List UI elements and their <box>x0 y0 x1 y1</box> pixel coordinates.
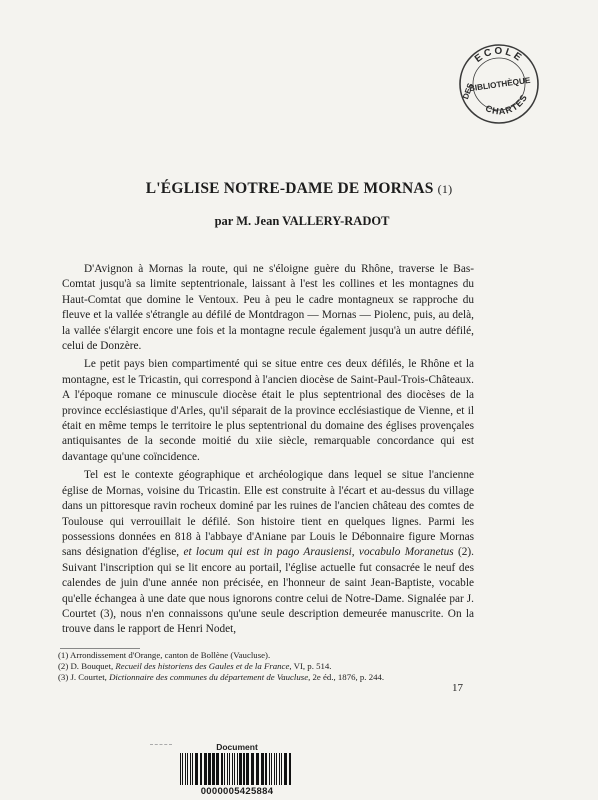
document-barcode <box>176 742 298 800</box>
barcode-bar <box>200 753 202 785</box>
text-run: , 2e éd., 1876, p. 244. <box>308 672 385 683</box>
footnotes <box>58 650 478 684</box>
footnote <box>58 661 478 672</box>
italic-text: et locum qui est in pago Arausiensi, vocabulo Moranetus <box>183 546 454 559</box>
text-run: D'Avignon à Mornas la route, qui ne s'éloigne guère du Rhône, traverse le Bas-Comtat jusqu'à sa limite septentrionale, laissant à l'est les collines et les montagnes du Haut-Comtat que domine le Ventoux. Peu à peu le cadre montagneux se rapproche du fleuve et la vallée s'étrangle au défilé de Montdragon — Mornas — Piolenc, puis, au delà, la vallée s'élargit encore une fois et la montagne recule également jusqu'à un autre défilé, celui de Donzère. <box>62 263 474 353</box>
barcode-bar <box>289 753 291 785</box>
text-run: , VI, p. 514. <box>289 661 332 672</box>
stamp-middle-text: BIBLIOTHÈQUE <box>468 75 531 94</box>
barcode-label: Document <box>216 742 258 752</box>
barcode-bar <box>204 753 207 785</box>
barcode-icon <box>180 753 294 785</box>
barcode-bar <box>227 753 228 785</box>
library-stamp <box>457 42 541 126</box>
text-run: Tel est le contexte géographique et archéologique dans lequel se situe l'ancienne église de Mornas, voisine du Tricastin. Elle est construite à l'écart et au-dessus du village dans un pittoresque ravin rocheux dominé par les ruines de l'ancien château des comtes de Toulouse qui verrouillait le défilé. Son histoire tient en quelques lignes. Parmi les possessions données en 818 à l'abbaye d'Aniane par Louis le Débonnaire figure Mornas sans désignation d'église, <box>62 469 474 559</box>
barcode-bar <box>271 753 272 785</box>
barcode-bar <box>221 753 223 785</box>
barcode-bar <box>237 753 238 785</box>
barcode-bar <box>276 753 277 785</box>
footnote <box>58 650 478 661</box>
article-body <box>62 262 474 641</box>
paragraph <box>62 262 474 354</box>
barcode-bar <box>190 753 191 785</box>
text-run: Le petit pays bien compartimenté qui se situe entre ces deux défilés, le Rhône et la montagne, est le Tricastin, qui correspond à l'ancien diocèse de Saint-Paul-Trois-Châteaux. A l'époque romane ce minuscule diocèse était le plus septentrional des diocèses de la province ecclésiastique d'Arles, qu'il séparait de la province ecclésiastique de Vienne, et il était en même temps le territoire le plus septentrional du domaine des églises provençales antiquisantes de la seconde moitié du xiie siècle, remarquable concordance qui est davantage qu'une coïncidence. <box>62 358 474 463</box>
barcode-bar <box>246 753 249 785</box>
barcode-bar <box>274 753 275 785</box>
barcode-number: 0000005425884 <box>200 786 274 797</box>
paragraph <box>62 357 474 465</box>
barcode-bar <box>269 753 270 785</box>
stamp-bottom-text: CHARTES <box>483 92 530 117</box>
barcode-bar <box>279 753 280 785</box>
barcode-bar <box>182 753 183 785</box>
article-author: par M. Jean VALLERY-RADOT <box>214 214 390 228</box>
text-run: (1) Arrondissement d'Orange, canton de Bollène (Vaucluse). <box>58 650 271 660</box>
stamp-left-text: DES <box>461 81 476 101</box>
barcode-bar <box>216 753 219 785</box>
divider-dashed <box>150 744 172 745</box>
barcode-bar <box>284 753 287 785</box>
title-main: L'ÉGLISE NOTRE-DAME DE MORNAS <box>145 180 434 197</box>
footnote <box>58 672 478 683</box>
barcode-bar <box>180 753 181 785</box>
barcode-bar <box>251 753 254 785</box>
text-run: (2). Suivant l'inscription qui se lit encore au portail, l'église actuelle fut consacrée le neuf des calendes de juin d'une année non précisée, en l'honneur de saint Jean-Baptiste, vocable qu'elle échangea à une date que nous ignorons contre celui de Notre-Dame. Signalée par J. Courtet (3), nous n'en connaissons qu'une seule description demeurée manuscrite. On la trouve dans le rapport de Henri Nodet, <box>62 546 474 636</box>
barcode-bar <box>265 753 267 785</box>
svg-text:CHARTES <box>484 92 529 116</box>
text-run: (3) J. Courtet, <box>58 672 110 683</box>
stamp-top-text: ECOLE <box>472 45 526 65</box>
paragraph <box>62 468 474 637</box>
barcode-bar <box>232 753 233 785</box>
barcode-bar <box>208 753 211 785</box>
barcode-bar <box>185 753 186 785</box>
italic-text: Dictionnaire des communes du département de Vaucluse <box>109 672 309 683</box>
title-footnote-ref: (1) <box>437 182 453 196</box>
footnote-divider <box>60 648 140 649</box>
barcode-bar <box>256 753 259 785</box>
text-run: (2) D. Bouquet, <box>58 661 116 672</box>
barcode-bar <box>234 753 235 785</box>
barcode-bar <box>239 753 242 785</box>
barcode-bar <box>229 753 230 785</box>
barcode-bar <box>212 753 215 785</box>
barcode-bar <box>192 753 193 785</box>
page-number: 17 <box>452 682 463 694</box>
barcode-bar <box>224 753 225 785</box>
barcode-bar <box>195 753 198 785</box>
barcode-bar <box>281 753 282 785</box>
barcode-bar <box>261 753 264 785</box>
barcode-bar <box>187 753 188 785</box>
barcode-bar <box>243 753 245 785</box>
article-title <box>0 180 598 198</box>
italic-text: Recueil des historiens des Gaules et de la France <box>115 661 290 672</box>
